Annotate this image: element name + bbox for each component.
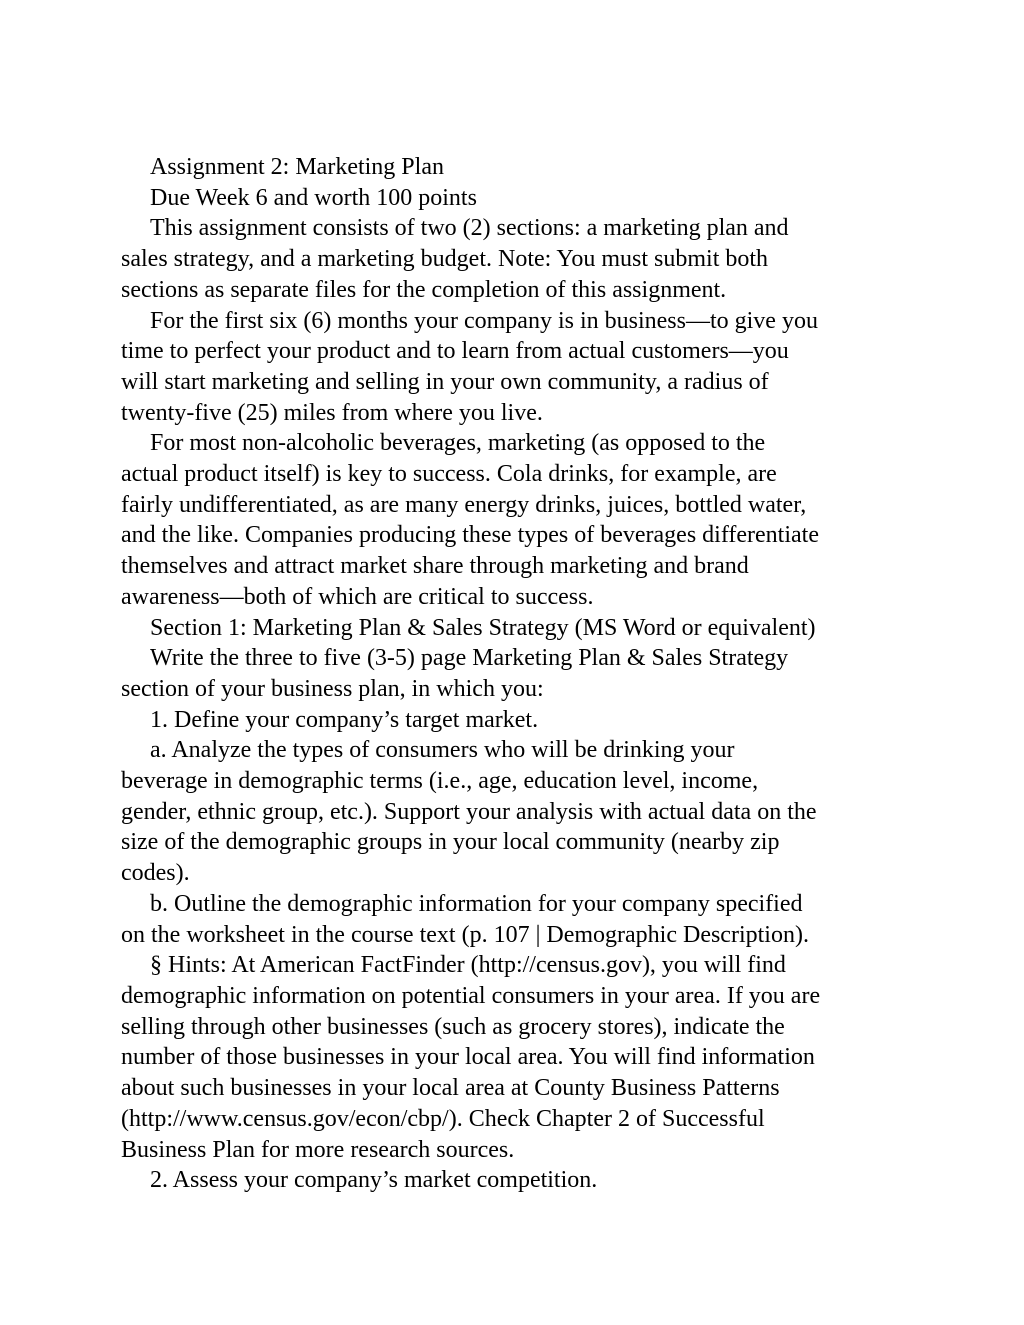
first-six-months-paragraph (121, 306, 911, 429)
text-line: on the worksheet in the course text (p. 107 | Demographic Description). (121, 921, 809, 948)
text-line: twenty-five (25) miles from where you live. (121, 399, 543, 426)
text-line: This assignment consists of two (2) sections: a marketing plan and (150, 215, 789, 242)
text-line: number of those businesses in your local area. You will find information (121, 1044, 815, 1071)
text-line: Section 1: Marketing Plan & Sales Strategy (MS Word or equivalent) (150, 614, 816, 641)
text-line: will start marketing and selling in your own community, a radius of (121, 368, 769, 395)
text-line: Business Plan for more research sources. (121, 1136, 515, 1163)
text-line: Write the three to five (3-5) page Marketing Plan & Sales Strategy (150, 645, 789, 672)
text-line: awareness—both of which are critical to success. (121, 583, 594, 610)
text-line: codes). (121, 860, 190, 887)
document-body (121, 152, 911, 1196)
text-line: size of the demographic groups in your local community (nearby zip (121, 829, 780, 856)
text-line: and the like. Companies producing these types of beverages differentiate (121, 522, 819, 549)
text-line: selling through other businesses (such as grocery stores), indicate the (121, 1013, 785, 1040)
text-line: Assignment 2: Marketing Plan (150, 154, 444, 180)
text-line: § Hints: At American FactFinder (http://census.gov), you will find (150, 952, 786, 979)
text-line: (http://www.census.gov/econ/cbp/). Check Chapter 2 of Successful (121, 1105, 765, 1132)
hints-paragraph (121, 950, 911, 1165)
text-line: 2. Assess your company’s market competition. (150, 1167, 598, 1194)
text-line: a. Analyze the types of consumers who will be drinking your (150, 737, 735, 764)
text-line: sales strategy, and a marketing budget. Note: You must submit both (121, 246, 769, 273)
assignment-overview-paragraph (121, 213, 911, 305)
text-line: section of your business plan, in which you: (121, 675, 544, 702)
text-line: time to perfect your product and to learn from actual customers—you (121, 338, 789, 365)
text-line: 1. Define your company’s target market. (150, 706, 539, 733)
assignment-title (121, 152, 911, 183)
section-1-heading (121, 613, 911, 644)
requirement-1b (121, 889, 911, 950)
text-line: For the first six (6) months your company is in business—to give you (150, 307, 818, 334)
section-1-instructions (121, 643, 911, 704)
text-line: gender, ethnic group, etc.). Support your analysis with actual data on the (121, 798, 817, 825)
beverage-marketing-paragraph (121, 428, 911, 612)
requirement-1a (121, 735, 911, 889)
due-date-line (121, 183, 911, 214)
text-line: actual product itself) is key to success. Cola drinks, for example, are (121, 461, 777, 488)
text-line: about such businesses in your local area at County Business Patterns (121, 1075, 780, 1102)
text-line: themselves and attract market share through marketing and brand (121, 553, 749, 580)
text-line: fairly undifferentiated, as are many energy drinks, juices, bottled water, (121, 491, 807, 518)
requirement-2 (121, 1165, 911, 1196)
text-line: beverage in demographic terms (i.e., age, education level, income, (121, 768, 759, 795)
text-line: b. Outline the demographic information for your company specified (150, 890, 803, 917)
text-line: Due Week 6 and worth 100 points (150, 184, 477, 211)
text-line: For most non-alcoholic beverages, marketing (as opposed to the (150, 430, 766, 457)
text-line: demographic information on potential consumers in your area. If you are (121, 982, 821, 1009)
requirement-1 (121, 705, 911, 736)
text-line: sections as separate files for the completion of this assignment. (121, 276, 727, 303)
